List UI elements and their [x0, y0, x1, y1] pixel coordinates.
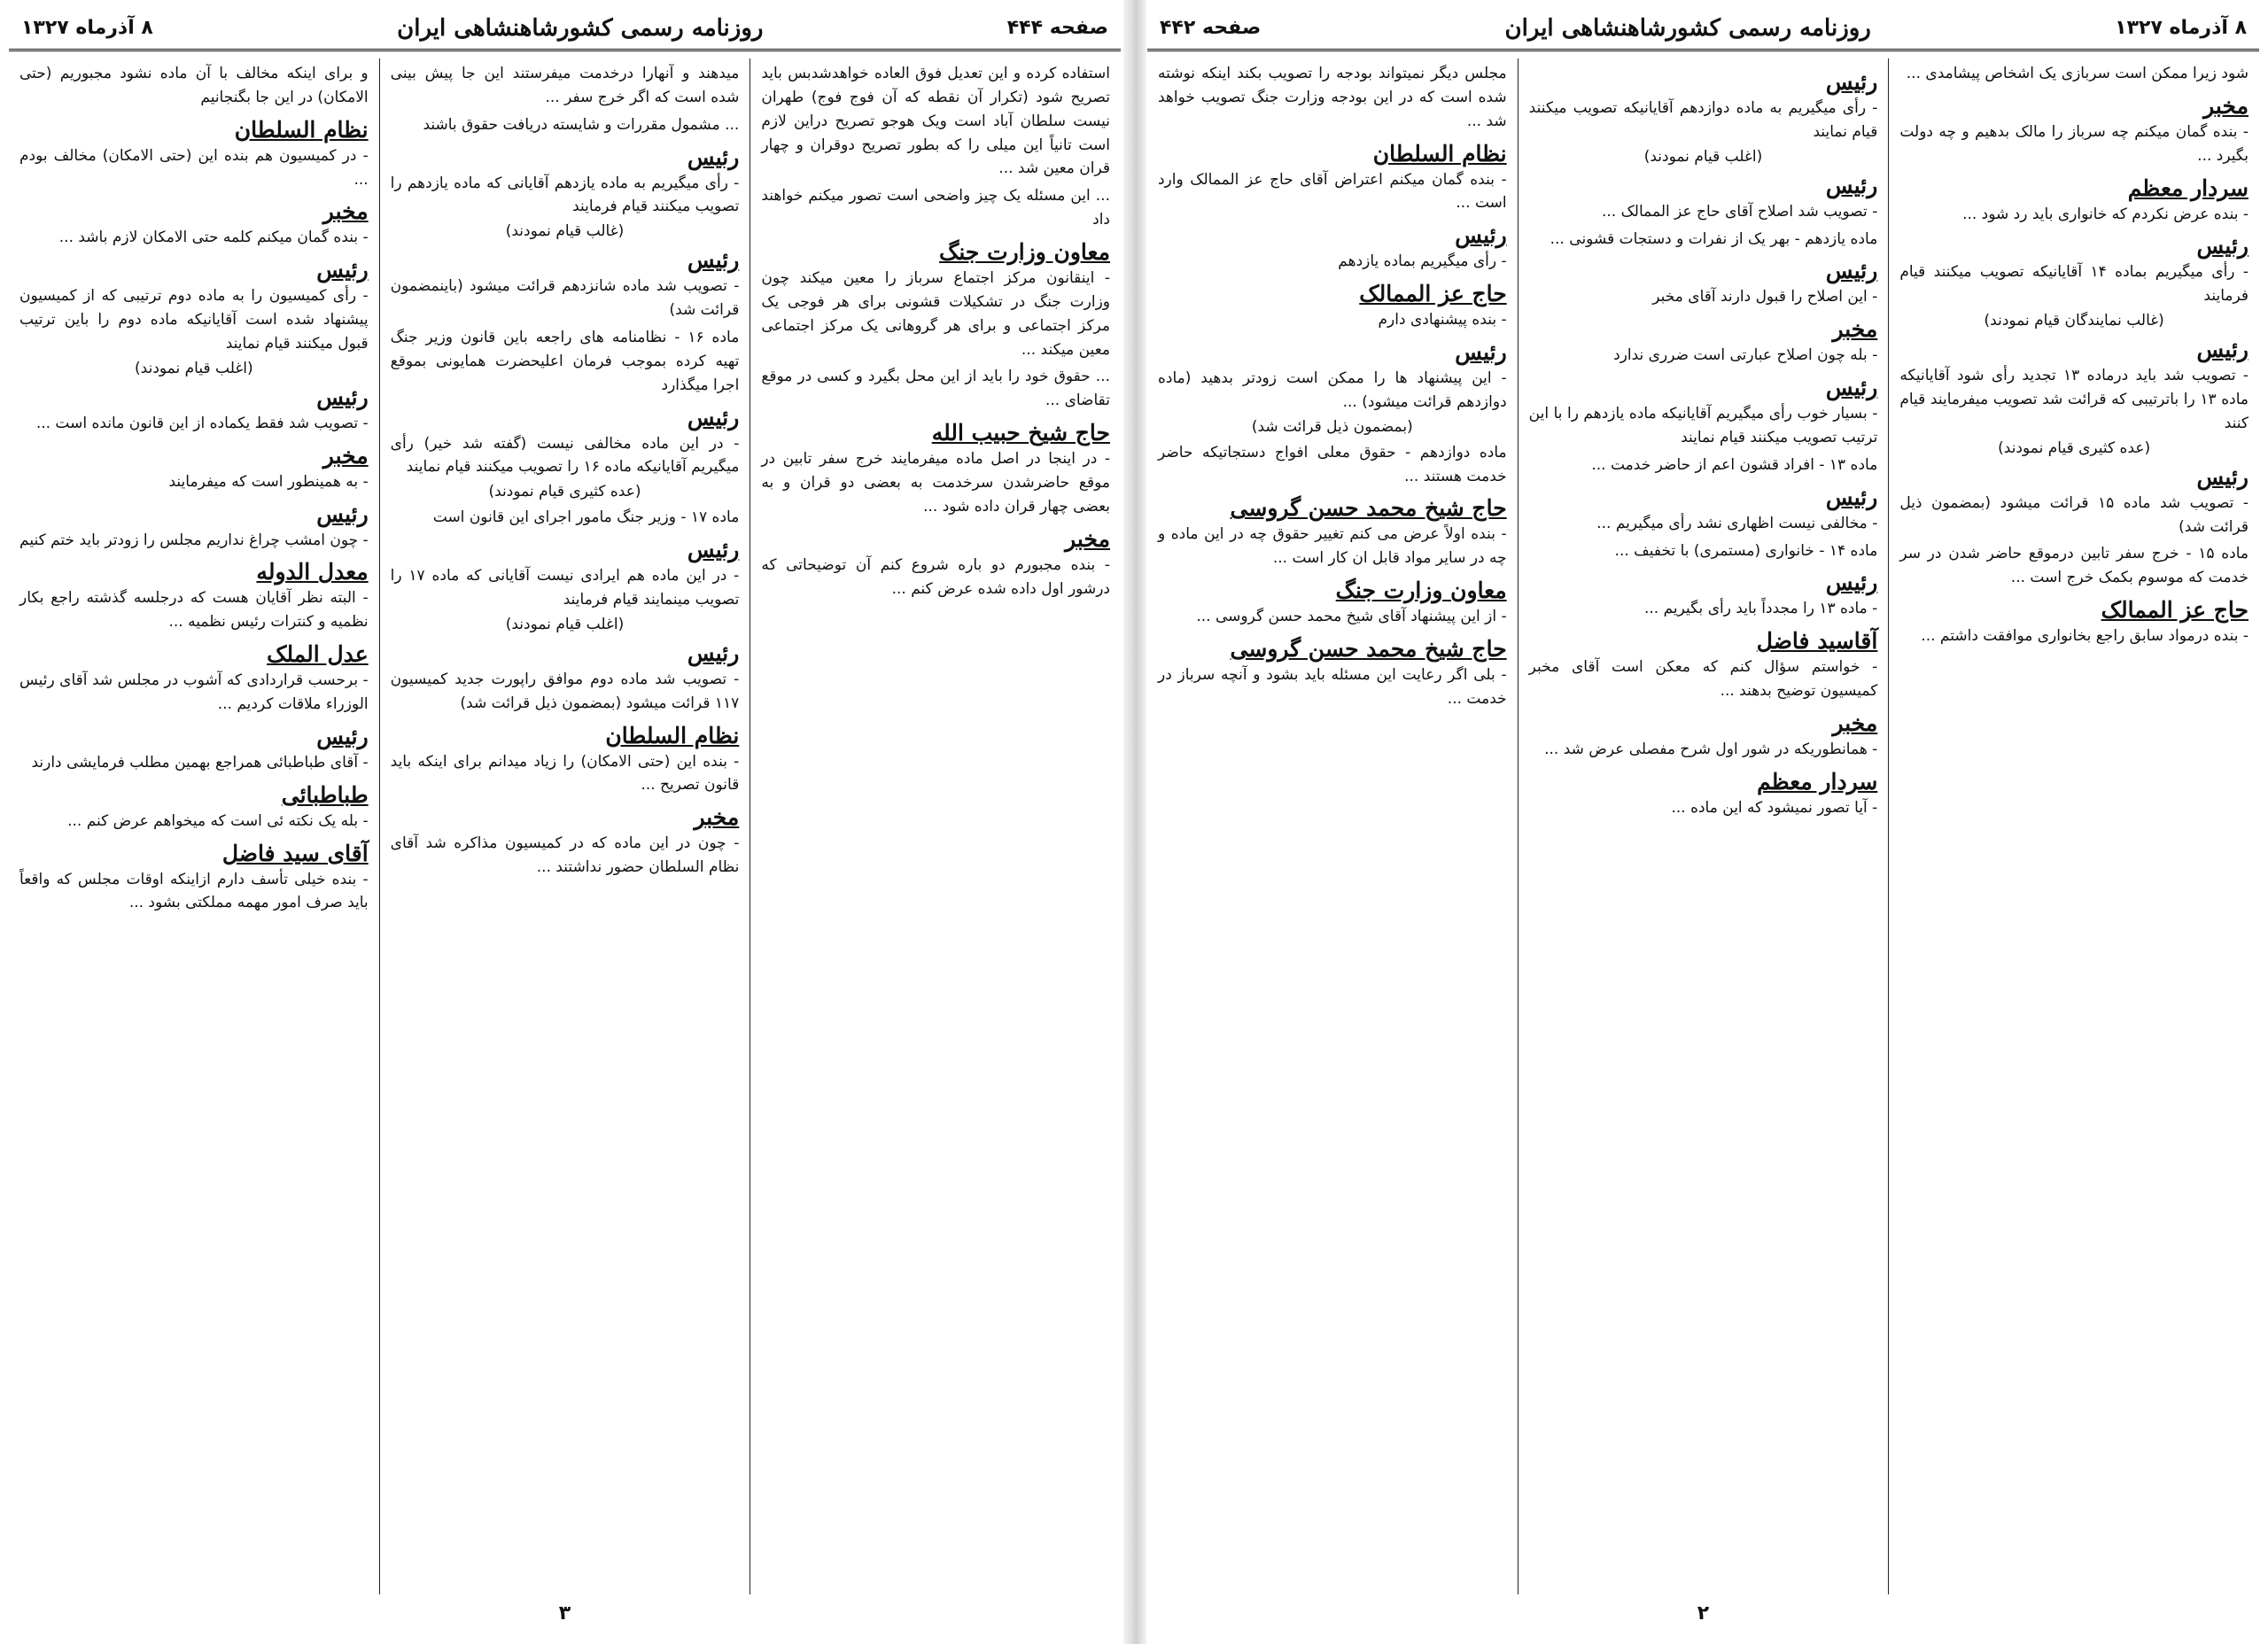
paragraph: ... حقوق خود را باید از این محل بگیرد و کسی در موقع تقاضای ...	[761, 368, 1110, 410]
text-column	[1888, 58, 2259, 1594]
paragraph: - بنده گمان میکنم کلمه حتی الامکان لازم باشد ...	[58, 229, 369, 247]
paragraph: - ماده ۱۳ را مجدداً باید رأی بگیریم ...	[1644, 600, 1878, 618]
header-page-number: صفحه ۴۴۲	[1160, 17, 1262, 39]
speaker-name: رئیس	[2196, 463, 2249, 490]
paragraph: میدهند و آنهارا درخدمت میفرستند این جا پیش بینی شده است که اگر خرج سفر ...	[390, 65, 740, 106]
speaker-name: معاون وزارت جنگ	[1335, 578, 1507, 604]
paragraph: - در این ماده هم ایرادی نیست آقایانی که ماده ۱۷ را تصویب مینمایند قیام فرمایند	[390, 567, 740, 609]
speaker-name: سردار معظم	[2127, 174, 2249, 201]
speaker-name: مخبر	[322, 198, 369, 225]
text-column	[1518, 58, 1889, 1594]
speaker-name: رئیس	[1825, 484, 1878, 510]
paragraph: - بنده پیشنهادی دارم	[1378, 311, 1507, 330]
paragraph: - بنده عرض نکردم که خانواری باید رد شود ...	[1962, 205, 2249, 223]
paragraph: - در اینجا در اصل ماده میفرمایند خرج سفر تابین در موقع حاضرشدن سرخدمت به بعضی دو قران و به بعضی چهار قران داده شود ...	[761, 450, 1110, 516]
speaker-name: نظام السلطان	[234, 116, 369, 143]
paragraph: - تصویب شد باید درماده ۱۳ تجدید رأی شود آقایانیکه ماده ۱۳ را باترتیبی که قرائت شد تصویب میفرمایند قیام کنند	[1899, 367, 2249, 432]
paragraph: - بنده مجبورم دو باره شروع کنم آن توضیحاتی که درشور اول داده شده عرض کنم ...	[761, 555, 1110, 598]
header-date: ۸ آذرماه ۱۳۲۷	[21, 17, 153, 39]
session-note: (بمضمون ذیل قرائت شد)	[1251, 417, 1413, 436]
speaker-name: رئیس	[687, 404, 740, 430]
paragraph: - همانطوریکه در شور اول شرح مفصلی عرض شد ...	[1544, 741, 1878, 759]
speaker-name: رئیس	[1455, 222, 1507, 249]
paragraph: - مخالفی نیست اظهاری نشد رأی میگیریم ...	[1596, 514, 1878, 532]
paragraph: - این اصلاح را قبول دارند آقای مخبر	[1652, 288, 1878, 306]
speaker-name: عدل الملک	[267, 641, 369, 668]
paragraph: - چون امشب چراغ نداریم مجلس را زودتر باید ختم کنیم	[19, 531, 369, 549]
paragraph: - بنده گمان میکنم اعتراض آقای حاج عز الممالک وارد است ...	[1157, 170, 1507, 213]
speaker-name: رئیس	[687, 537, 740, 563]
paragraph: ماده ۱۶ - نظامنامه های راجعه باین قانون وزیر جنگ تهیه کرده بموجب فرمان اعلیحضرت همایونی بموقع اجرا میگذارد	[390, 329, 740, 394]
session-note: (غالب قیام نمودند)	[505, 222, 625, 241]
paragraph: ماده ۱۴ - خانواری (مستمری) با تخفیف ...	[1614, 541, 1878, 560]
paragraph: و برای اینکه مخالف با آن ماده نشود مجبوریم (حتی الامکان) در این جا بگنجانیم	[19, 65, 369, 106]
paragraph: ماده یازدهم - بهر یک از نفرات و دستجات قشونی ...	[1550, 229, 1878, 248]
paragraph: - در کمیسیون هم بنده این (حتی الامکان) مخالف بودم ...	[19, 146, 369, 189]
speaker-name: رئیس	[1455, 339, 1507, 366]
speaker-name: آقای سید فاضل	[221, 840, 369, 866]
text-column	[379, 58, 750, 1594]
speaker-name: رئیس	[2196, 337, 2249, 363]
paragraph: - رأی میگیریم بماده یازدهم	[1338, 252, 1507, 271]
paragraph: - بله یک نکته ئی است که میخواهم عرض کنم ...	[67, 811, 369, 830]
paragraph: شود زیرا ممکن است سربازی یک اشخاص پیشامدی ...	[1906, 65, 2249, 82]
paragraph: ... این مسئله یک چیز واضحی است تصور میکنم خواهند داد	[761, 187, 1110, 229]
paragraph: - برحسب قراردادی که آشوب در مجلس شد آقای رئیس الوزراء ملاقات کردیم ...	[19, 671, 369, 714]
right-newspaper-page	[1147, 7, 2259, 1635]
speaker-name: مخبر	[694, 804, 740, 831]
speaker-name: رئیس	[1825, 570, 1878, 596]
paragraph: - رأی میگیریم به ماده یازدهم آقایانی که ماده یازدهم را تصویب میکنند قیام فرمایند	[390, 174, 740, 216]
session-note: (عده کثیری قیام نمودند)	[1998, 438, 2151, 457]
speaker-name: رئیس	[2196, 233, 2249, 260]
paragraph: - بله چون اصلاح عبارتی است ضرری ندارد	[1613, 346, 1878, 365]
paragraph: استفاده کرده و این تعدیل فوق العاده خواهدشدبس باید تصریح شود (تکرار آن نقطه که آن فوج فوج) طهران نیست سلطان آباد است ویک هوجو تصریح دراین لازم است تانیاً این میلی را که بطور تصریح دوقران و چهار قران معین شد ...	[761, 65, 1110, 178]
speaker-name: مخبر	[322, 442, 369, 469]
speaker-name: آقاسید فاضل	[1756, 628, 1878, 655]
paragraph: - بنده درمواد سابق راجع بخانواری موافقت داشتم ...	[1921, 627, 2249, 646]
paragraph: - بلی اگر رعایت این مسئله باید بشود و آنچه سرباز در خدمت ...	[1157, 666, 1507, 708]
session-note: (اغلب قیام نمودند)	[1643, 147, 1763, 166]
paragraph: - در این ماده مخالفی نیست (گفته شد خیر) رأی میگیریم آقایانیکه ماده ۱۶ را تصویب میکنند قیام نمایند	[390, 434, 740, 477]
text-columns	[9, 58, 1121, 1594]
paragraph: - بنده گمان میکنم چه سرباز را مالک بدهیم و چه دولت بگیرد ...	[1899, 122, 2249, 165]
paragraph: - از این پیشنهاد آقای شیخ محمد حسن گروسی ...	[1196, 608, 1507, 626]
text-columns	[1147, 58, 2259, 1594]
page-header	[9, 7, 1121, 51]
speaker-name: رئیس	[316, 500, 369, 527]
speaker-name: حاج شیخ حبیب الله	[931, 420, 1110, 446]
paragraph: مجلس دیگر نمیتواند بودجه را تصویب بکند اینکه نوشته شده است که در این بودجه وزارت جنگ تصویب خواهد شد ...	[1157, 65, 1507, 130]
paragraph: - این پیشنهاد ها را ممکن است زودتر بدهید (ماده دوازدهم قرائت میشود) ...	[1157, 369, 1507, 411]
paragraph: ... مشمول مقررات و شایسته دریافت حقوق باشند	[423, 115, 740, 134]
paragraph: - رأی میگیریم به ماده دوازدهم آقایانیکه تصویب میکنند قیام نمایند	[1528, 99, 1878, 141]
paragraph: - آیا تصور نمیشود که این ماده ...	[1671, 798, 1878, 817]
speaker-name: رئیس	[1825, 258, 1878, 284]
header-title: روزنامه رسمی کشورشاهنشاهی ایران	[1504, 14, 1871, 42]
paragraph: - تصویب شد ماده شانزدهم قرائت میشود (باینمضمون قرائت شد)	[390, 277, 740, 320]
paragraph: - رأی کمیسیون را به ماده دوم ترتیبی که از کمیسیون پیشنهاد شده است آقایانیکه ماده دوم را باین ترتیب قبول میکنند قیام نمایند	[19, 287, 369, 353]
paragraph: - تصویب شد ماده دوم موافق راپورت جدید کمیسیون ۱۱۷ قرائت میشود (بمضمون ذیل قرائت شد)	[390, 670, 740, 712]
speaker-name: مخبر	[2203, 92, 2249, 119]
paragraph: - چون در این ماده که در کمیسیون مذاکره شد آقای نظام السلطان حضور نداشتند ...	[390, 834, 740, 877]
paragraph: - رأی میگیریم بماده ۱۴ آقایانیکه تصویب میکنند قیام فرمایند	[1899, 263, 2249, 306]
paragraph: ماده ۱۵ - خرج سفر تابین درموقع حاضر شدن در سر خدمت که موسوم بکمک خرج است ...	[1899, 545, 2249, 587]
paragraph: - تصویب شد اصلاح آقای حاج عز الممالک ...	[1601, 202, 1878, 221]
speaker-name: نظام السلطان	[1372, 140, 1507, 167]
speaker-name: حاج شیخ محمد حسن گروسی	[1230, 495, 1507, 522]
page-footer-number: ۲	[1697, 1602, 1710, 1625]
page-footer-number: ۳	[558, 1602, 571, 1625]
session-note: (اغلب قیام نمودند)	[505, 615, 625, 633]
speaker-name: رئیس	[316, 723, 369, 749]
paragraph: ماده ۱۷ - وزیر جنگ مامور اجرای این قانون است	[432, 508, 740, 527]
paragraph: - بنده اولاً عرض می کنم تغییر حقوق چه در این ماده و چه در سایر مواد قابل ان کار است ...	[1157, 525, 1507, 568]
header-date: ۸ آذرماه ۱۳۲۷	[2115, 17, 2247, 39]
session-note: (غالب نمایندگان قیام نمودند)	[1984, 312, 2164, 330]
paragraph: - بنده خیلی تأسف دارم ازاینکه اوقات مجلس که واقعاً باید صرف امور مهمه مملکتی بشود ...	[19, 870, 369, 912]
speaker-name: حاج عز الممالک	[2101, 597, 2249, 624]
page-header	[1147, 7, 2259, 51]
header-title: روزنامه رسمی کشورشاهنشاهی ایران	[397, 14, 764, 42]
speaker-name: رئیس	[316, 257, 369, 283]
speaker-name: مخبر	[1065, 525, 1110, 552]
speaker-name: رئیس	[1825, 172, 1878, 198]
speaker-name: رئیس	[316, 384, 369, 410]
paragraph: - تصویب شد ماده ۱۵ قرائت میشود (بمضمون ذیل قرائت شد)	[1899, 493, 2249, 536]
speaker-name: طباطبائی	[281, 781, 369, 808]
speaker-name: رئیس	[687, 143, 740, 170]
paragraph: - بسیار خوب رأی میگیریم آقایانیکه ماده یازدهم را با این ترتیب تصویب میکنند قیام نمایند	[1528, 405, 1878, 447]
paragraph: - خواستم سؤال کنم که معکن است آقای مخبر کمیسیون توضیح بدهند ...	[1528, 658, 1878, 701]
paragraph: - به همینطور است که میفرمایند	[168, 472, 369, 491]
text-column	[750, 58, 1121, 1594]
page-gutter	[1123, 0, 1146, 1644]
header-page-number: صفحه ۴۴۴	[1006, 17, 1108, 39]
paragraph: - اینقانون مرکز اجتماع سرباز را معین میکند چون وزارت جنگ در تشکیلات قشونی برای هر فوجی یک مرکز اجتماعی و برای هر گروهانی یک مرکز اجتماعی معین میکند ...	[761, 269, 1110, 359]
speaker-name: رئیس	[1825, 375, 1878, 401]
paragraph: ماده دوازدهم - حقوق معلی افواج دستجاتیکه حاضر خدمت هستند ...	[1157, 443, 1507, 485]
speaker-name: رئیس	[1825, 69, 1878, 95]
paragraph: - آقای طباطبائی همراجع بهمین مطلب فرمایشی دارند	[31, 753, 369, 772]
text-column	[9, 58, 379, 1594]
left-newspaper-page	[9, 7, 1121, 1635]
speaker-name: معاون وزارت جنگ	[939, 239, 1110, 266]
paragraph: - البته نظر آقایان هست که درجلسه گذشته راجع بکار نظمیه و کنترات رئیس نظمیه ...	[19, 589, 369, 632]
session-note: (اغلب قیام نمودند)	[135, 359, 253, 377]
speaker-name: نظام السلطان	[605, 722, 740, 748]
speaker-name: مخبر	[1832, 316, 1878, 343]
speaker-name: رئیس	[687, 247, 740, 274]
speaker-name: حاج شیخ محمد حسن گروسی	[1230, 636, 1507, 663]
speaker-name: مخبر	[1832, 710, 1878, 737]
text-column	[1147, 58, 1518, 1594]
paragraph: - تصویب شد فقط یکماده از این قانون مانده است ...	[35, 414, 369, 432]
speaker-name: حاج عز الممالک	[1359, 281, 1507, 307]
speaker-name: سردار معظم	[1757, 768, 1878, 795]
speaker-name: معدل الدوله	[256, 559, 369, 585]
paragraph: - بنده این (حتی الامکان) را زیاد میدانم برای اینکه باید قانون تصریح ...	[390, 752, 740, 795]
session-note: (عده کثیری قیام نمودند)	[488, 483, 641, 501]
paragraph: ماده ۱۳ - افراد قشون اعم از حاضر خدمت ...	[1591, 455, 1878, 474]
speaker-name: رئیس	[687, 640, 740, 666]
